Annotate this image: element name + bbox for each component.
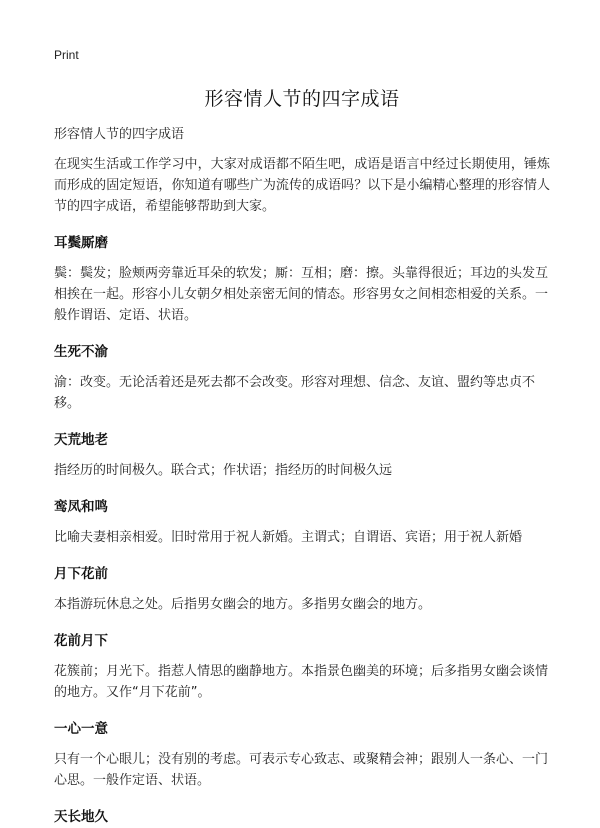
intro-paragraph: 在现实生活或工作学习中，大家对成语都不陌生吧，成语是语言中经过长期使用，锤炼而形成的固定短语，你知道有哪些广为流传的成语吗？以下是小编精心整理的形容情人节的四字成语，希望能够帮助到大家。 [54,157,550,214]
entry [54,562,550,615]
entry-definition: 鬓：鬓发；脸颊两旁靠近耳朵的软发；厮：互相；磨：擦。头靠得很近；耳边的头发互相挨在一起。形容小儿女朝夕相处亲密无间的情态。形容男女之间相恋相爱的关系。一般作谓语、定语、状语。 [54,266,549,323]
entry-term: 鸾凤和鸣 [54,499,108,515]
page-title: 形容情人节的四字成语 [204,88,400,110]
entry [54,629,550,703]
entry-term: 耳鬓厮磨 [54,235,108,251]
entry [54,428,550,481]
entry-term: 天长地久 [54,809,108,825]
entry [54,231,550,326]
print-link[interactable]: Print [54,48,79,62]
entry-definition: 只有一个心眼儿；没有别的考虑。可表示专心致志、或聚精会神；跟别人一条心、一门心思。一般作定语、状语。 [54,752,549,788]
entry-definition: 指经历的时间极久。联合式；作状语；指经历的时间极久远 [54,463,393,478]
entry-term: 生死不渝 [54,344,108,360]
entry-definition: 本指游玩休息之处。后指男女幽会的地方。多指男女幽会的地方。 [54,597,432,612]
entry-term: 一心一意 [54,721,108,737]
entry-term: 花前月下 [54,633,108,649]
entry-term: 天荒地老 [54,432,108,448]
entry-definition: 渝：改变。无论活着还是死去都不会改变。形容对理想、信念、友谊、盟约等忠贞不移。 [54,375,536,411]
entry-definition: 比喻夫妻相亲相爱。旧时常用于祝人新婚。主谓式；自谓语、宾语；用于祝人新婚 [54,530,523,545]
entry-term: 月下花前 [54,566,108,582]
document-subtitle: 形容情人节的四字成语 [54,127,185,142]
entry-definition: 花簇前；月光下。指惹人情思的幽静地方。本指景色幽美的环境；后多指男女幽会谈情的地方。又作“月下花前”。 [54,664,549,700]
entry [54,495,550,548]
entry [54,340,550,414]
entry [54,805,550,825]
entry [54,717,550,791]
